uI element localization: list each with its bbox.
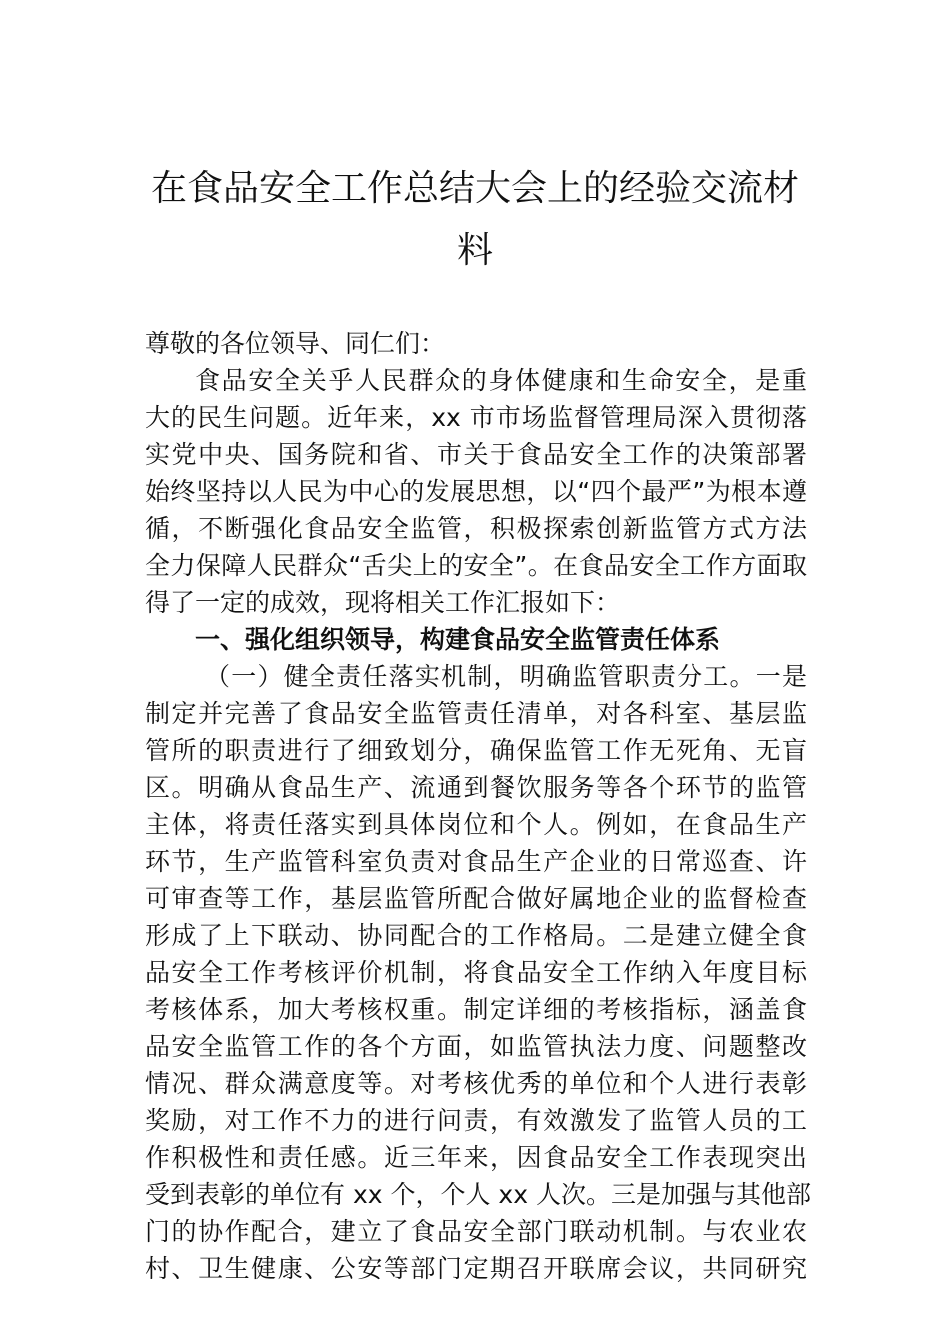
intro-line: 食品安全关乎人民群众的身体健康和生命安全，是重 [195,366,807,395]
section-line: 制定并完善了食品安全监管责任清单，对各科室、基层监 [145,699,807,728]
section-line: 区。明确从食品生产、流通到餐饮服务等各个环节的监管 [145,773,807,802]
document-title [145,158,805,282]
section-line: 环节，生产监管科室负责对食品生产企业的日常巡查、许 [145,847,807,876]
section-line: 可审查等工作，基层监管所配合做好属地企业的监督检查 [145,884,807,913]
intro-line: 始终坚持以人民为中心的发展思想，以“四个最严”为根本遵 [145,477,807,506]
section-line: 品安全监管工作的各个方面，如监管执法力度、问题整改 [145,1032,807,1061]
salutation: 尊敬的各位领导、同仁们： [145,329,446,358]
section-line: 门的协作配合，建立了食品安全部门联动机制。与农业农 [145,1217,807,1246]
section-line: 奖励，对工作不力的进行问责，有效激发了监管人员的工 [145,1106,807,1135]
intro-line: 大的民生问题。近年来，xx 市市场监督管理局深入贯彻落 [145,403,807,432]
section-line: 村、卫生健康、公安等部门定期召开联席会议，共同研究 [145,1254,807,1283]
intro-line: 全力保障人民群众“舌尖上的安全”。在食品安全工作方面取 [145,551,807,580]
document-body [145,325,811,1287]
section-line: 受到表彰的单位有 xx 个，个人 xx 人次。三是加强与其他部 [145,1180,811,1209]
section-line: 考核体系，加大考核权重。制定详细的考核指标，涵盖食 [145,995,807,1024]
intro-line: 循，不断强化食品安全监管，积极探索创新监管方式方法 [145,514,807,543]
section-line: 情况、群众满意度等。对考核优秀的单位和个人进行表彰 [145,1069,807,1098]
section-line: 管所的职责进行了细致划分，确保监管工作无死角、无盲 [145,736,807,765]
section-heading: 一、强化组织领导，构建食品安全监管责任体系 [195,625,721,654]
section-line: 作积极性和责任感。近三年来，因食品安全工作表现突出 [145,1143,807,1172]
section-line: （一）健全责任落实机制，明确监管职责分工。一是 [205,662,807,691]
title-line-2: 料 [456,230,493,271]
section-line: 主体，将责任落实到具体岗位和个人。例如，在食品生产 [145,810,807,839]
section-line: 品安全工作考核评价机制，将食品安全工作纳入年度目标 [145,958,807,987]
section-line: 形成了上下联动、协同配合的工作格局。二是建立健全食 [145,921,807,950]
intro-line: 得了一定的成效，现将相关工作汇报如下： [145,588,621,617]
title-line-1: 在食品安全工作总结大会上的经验交流材 [150,168,799,209]
intro-line: 实党中央、国务院和省、市关于食品安全工作的决策部署 [145,440,807,469]
